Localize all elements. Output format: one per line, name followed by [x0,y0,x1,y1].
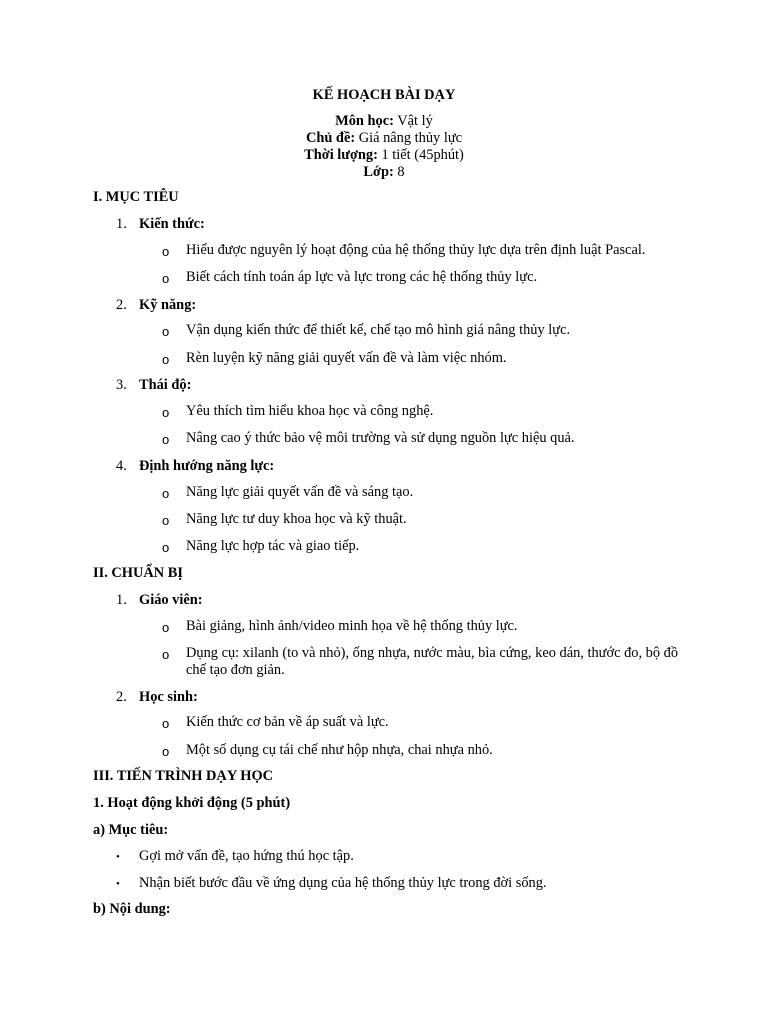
circle-bullet-icon: o [162,716,170,731]
list-item: Vận dụng kiến thức để thiết kế, chế tạo mô hình giá nâng thủy lực. [186,322,571,338]
list-item: Rèn luyện kỹ năng giải quyết vấn đề và làm việc nhóm. [186,350,507,366]
section-heading-objectives: I. MỤC TIÊU [93,189,179,205]
activity-heading: 1. Hoạt động khởi động (5 phút) [93,795,291,811]
item-label-skills: Kỹ năng: [139,297,197,313]
circle-bullet-icon: o [162,271,170,286]
circle-bullet-icon: o [162,432,170,447]
dot-bullet-icon: • [116,878,120,890]
circle-bullet-icon: o [162,405,170,420]
list-item: Kiến thức cơ bản về áp suất và lực. [186,714,389,730]
item-label-teacher: Giáo viên: [139,592,203,608]
item-label-students: Học sinh: [139,689,198,705]
subheading-objectives: a) Mục tiêu: [93,822,169,838]
duration-line: Thời lượng: 1 tiết (45phút) [304,147,464,163]
circle-bullet-icon: o [162,486,170,501]
list-item: Nâng cao ý thức bảo vệ môi trường và sử dụng nguồn lực hiệu quả. [186,430,575,446]
list-item: Một số dụng cụ tái chế như hộp nhựa, chai nhựa nhỏ. [186,742,493,758]
list-number: 3. [116,377,127,393]
circle-bullet-icon: o [162,620,170,635]
list-number: 2. [116,297,127,313]
topic-line: Chủ đề: Giá nâng thủy lực [305,130,463,146]
circle-bullet-icon: o [162,540,170,555]
list-number: 1. [116,592,127,608]
list-item: Năng lực giải quyết vấn đề và sáng tạo. [186,484,414,500]
list-item-continuation: chế tạo đơn giản. [186,662,285,678]
circle-bullet-icon: o [162,647,170,662]
subheading-content: b) Nội dung: [93,901,171,917]
list-item: Nhận biết bước đầu về ứng dụng của hệ thống thủy lực trong đời sống. [139,875,547,891]
circle-bullet-icon: o [162,324,170,339]
list-item: Gợi mở vấn đề, tạo hứng thú học tập. [139,848,354,864]
item-label-knowledge: Kiến thức: [139,216,205,232]
list-number: 1. [116,216,127,232]
list-number: 2. [116,689,127,705]
grade-line: Lớp: 8 [363,164,405,180]
list-item: Năng lực hợp tác và giao tiếp. [186,538,360,554]
circle-bullet-icon: o [162,513,170,528]
circle-bullet-icon: o [162,352,170,367]
circle-bullet-icon: o [162,744,170,759]
list-item: Hiểu được nguyên lý hoạt động của hệ thống thủy lực dựa trên định luật Pascal. [186,242,646,258]
list-item: Biết cách tính toán áp lực và lực trong các hệ thống thủy lực. [186,269,538,285]
section-heading-preparation: II. CHUẨN BỊ [93,565,183,581]
circle-bullet-icon: o [162,244,170,259]
list-item: Bài giảng, hình ảnh/video minh họa về hệ thống thủy lực. [186,618,518,634]
list-item: Yêu thích tìm hiểu khoa học và công nghệ. [186,403,434,419]
dot-bullet-icon: • [116,851,120,863]
list-item: Dụng cụ: xilanh (to và nhỏ), ống nhựa, nước màu, bìa cứng, keo dán, thước đo, bộ đồ [186,645,679,661]
section-heading-process: III. TIẾN TRÌNH DẠY HỌC [93,768,274,784]
item-label-competency: Định hướng năng lực: [139,458,275,474]
item-label-attitude: Thái độ: [139,377,192,393]
list-number: 4. [116,458,127,474]
list-item: Năng lực tư duy khoa học và kỹ thuật. [186,511,407,527]
document-title: KẾ HOẠCH BÀI DẠY [312,87,456,103]
subject-line: Môn học: Vật lý [335,113,433,129]
